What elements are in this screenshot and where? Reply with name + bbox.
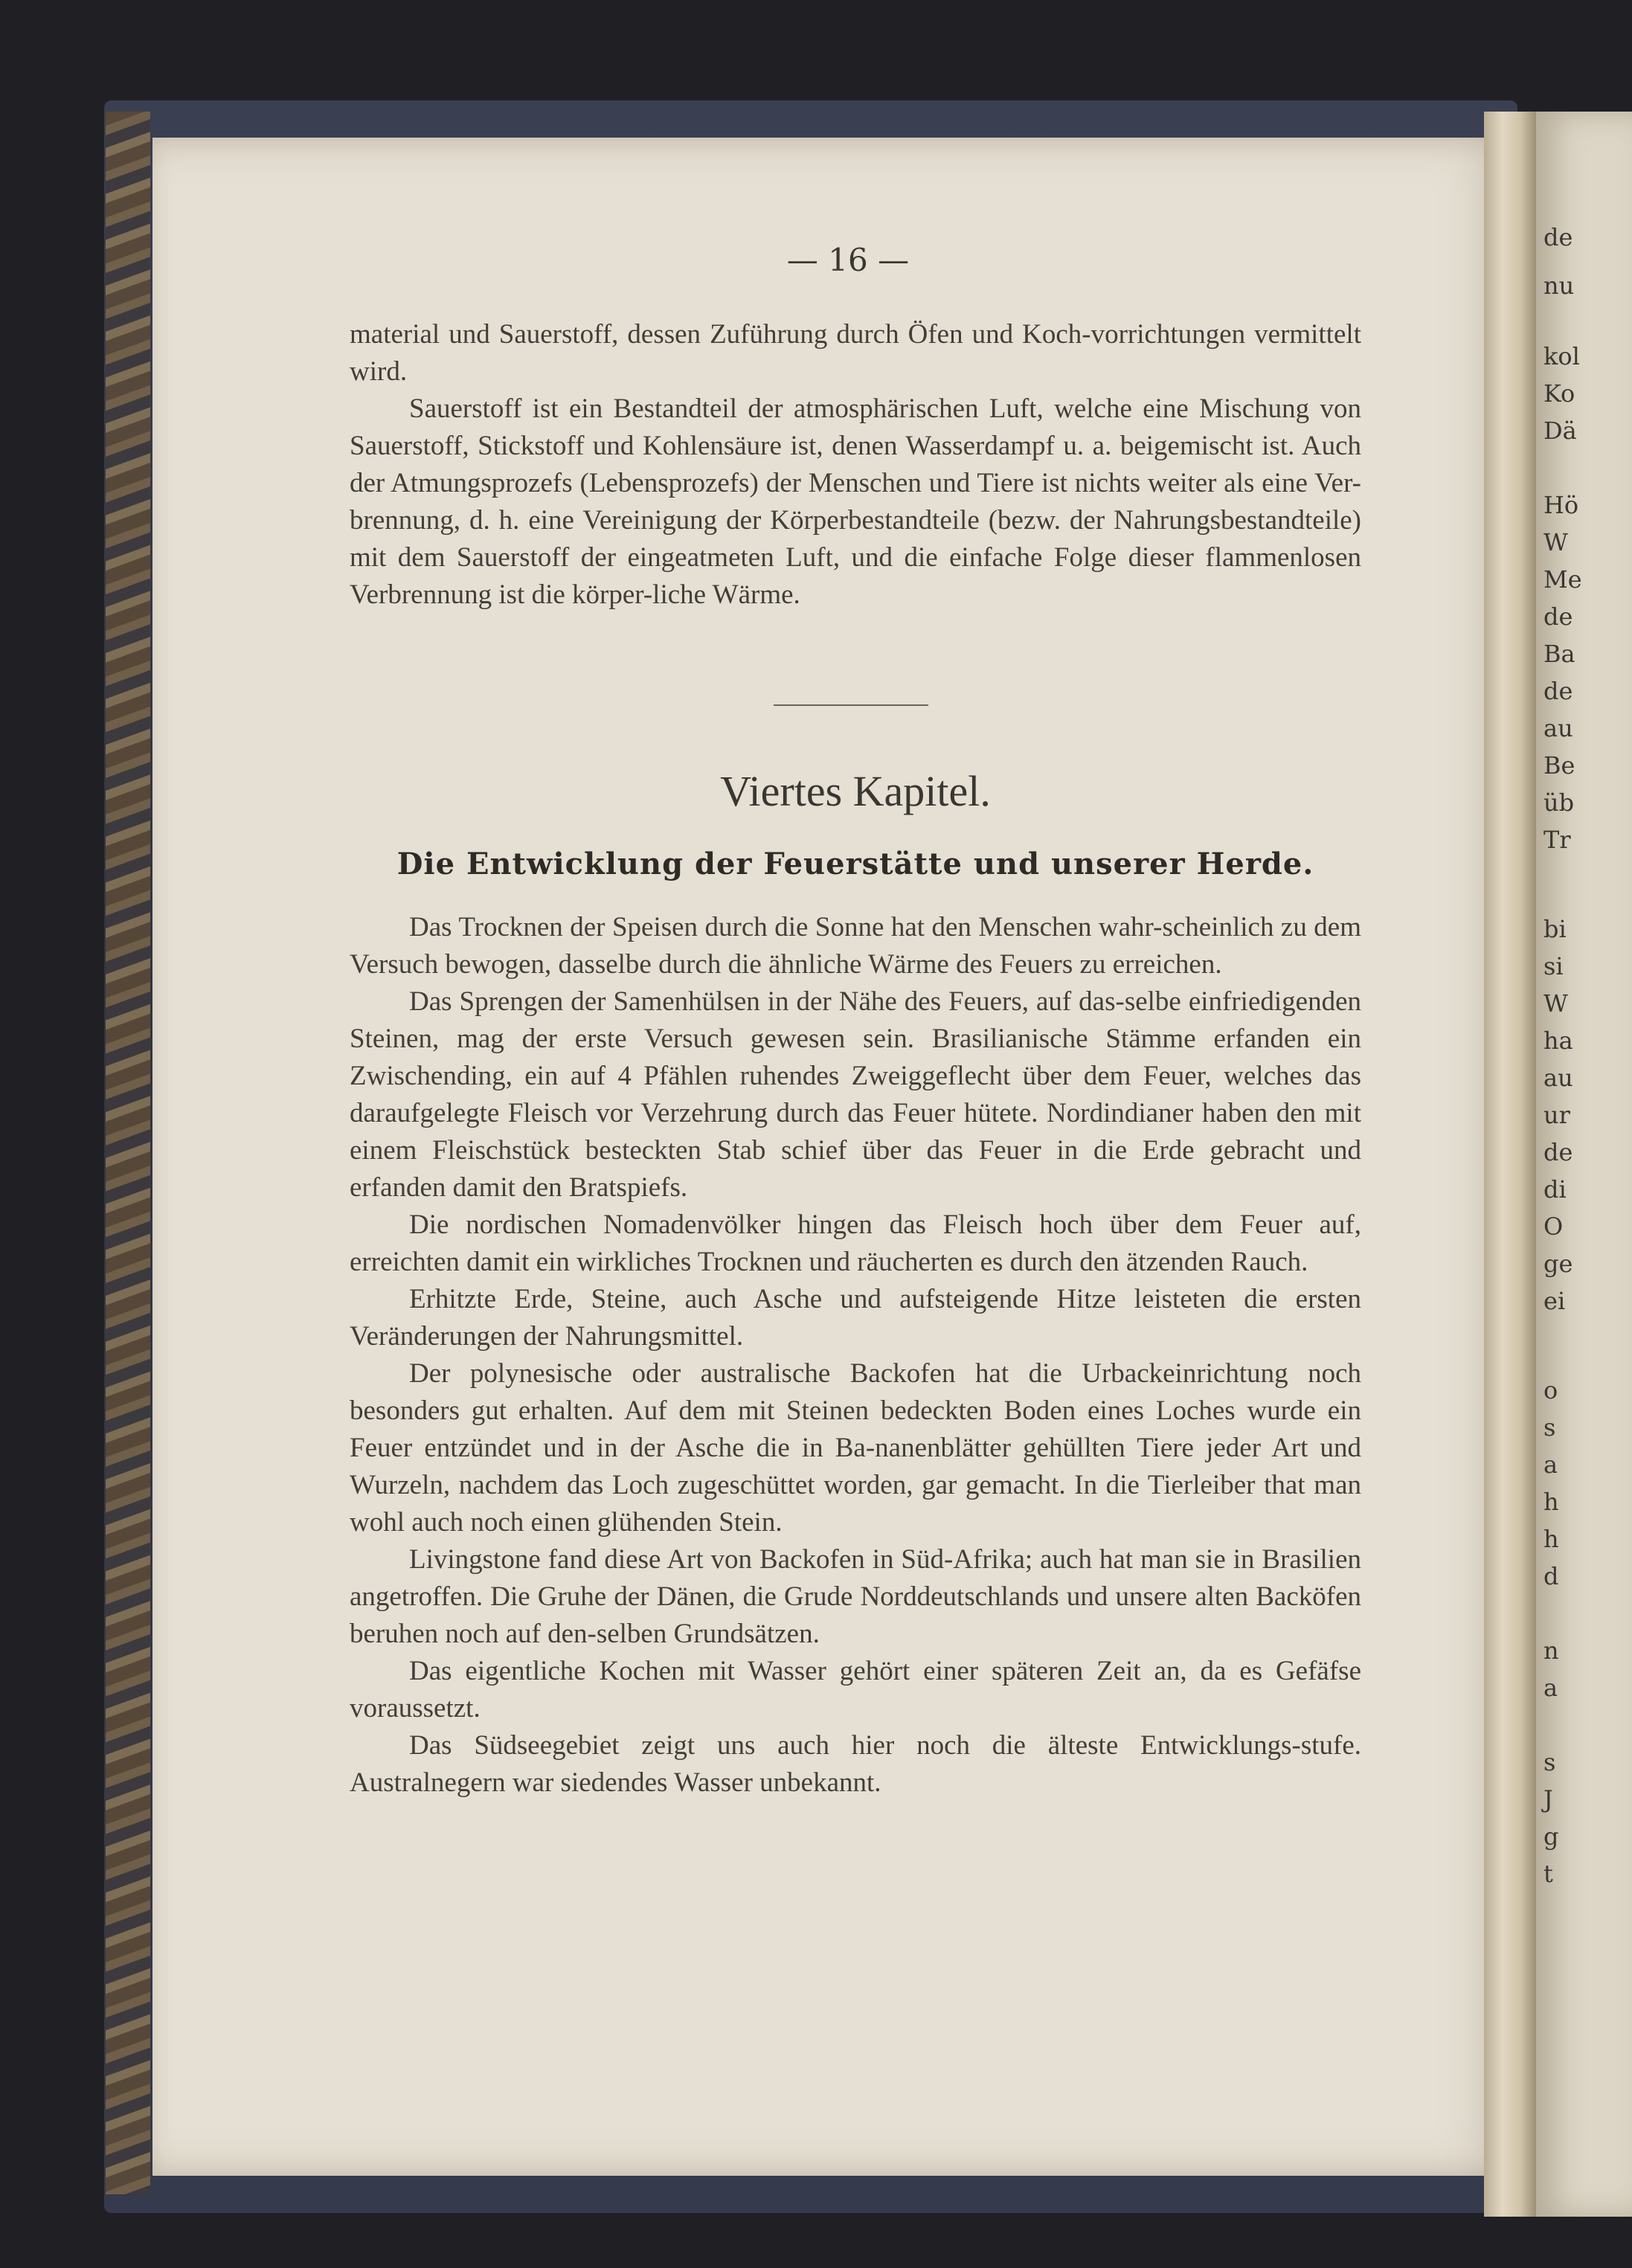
paragraph: Das Sprengen der Samenhülsen in der Nähe des Feuers, auf das-selbe einfriedigenden Steinen, mag der erste Versuch gewesen sein. Brasilianische Stämme erfanden ein Zwischending, ein auf 4 Pfählen ruhendes Zweiggeflecht über dem Feuer, welches das daraufgelegte Fleisch vor Verzehrung durch das Feuer hütete. Nordindianer haben den mit einem Fleischstück besteckten Stab schief über das Feuer in die Erde gebracht und erfanden damit den Bratspiefs. — [350, 986, 1361, 1203]
paragraph: Das Trocknen der Speisen durch die Sonne hat den Menschen wahr-scheinlich zu dem Versuch bewogen, dasselbe durch die ähnliche Wärme des Feuers zu erreichen. — [350, 912, 1361, 980]
adjacent-page-fragment: de — [1543, 677, 1573, 705]
adjacent-page-fragment: a — [1543, 1674, 1558, 1702]
adjacent-page-fragment: Tr — [1543, 826, 1571, 854]
paragraph: Die nordischen Nomadenvölker hingen das Fleisch hoch über dem Feuer auf, erreichten damit ein wirkliches Trocknen und räucherten es durch den ätzenden Rauch. — [350, 1210, 1361, 1277]
adjacent-page-fragment: bi — [1543, 915, 1567, 943]
paragraph: Der polynesische oder australische Backofen hat die Urbackeinrichtung noch besonders gut erhalten. Auf dem mit Steinen bedeckten Boden eines Loches wurde ein Feuer entzündet und in der Asche die in Ba-nanenblätter gehüllten Tiere jeder Art und Wurzeln, nachdem das Loch zugeschüttet worden, gar gemacht. In die Tierleiber that man wohl auch noch einen glühenden Stein. — [350, 1358, 1361, 1538]
paragraph: Das eigentliche Kochen mit Wasser gehört einer späteren Zeit an, da es Gefäfse voraussetzt. — [350, 1656, 1361, 1724]
adjacent-page-fragment: Me — [1543, 565, 1582, 594]
adjacent-page-fragment: Dä — [1543, 417, 1577, 445]
adjacent-page-fragment: W — [1543, 528, 1568, 556]
adjacent-page-fragment: kol — [1543, 342, 1580, 370]
paragraph: Sauerstoff ist ein Bestandteil der atmosphärischen Luft, welche eine Mischung von Sauerstoff, Stickstoff und Kohlensäure ist, denen Wasserdampf u. a. beigemischt ist. Auch der Atmungsprozefs (Lebensprozefs) der Menschen und Tiere ist nichts weiter als eine Ver-brennung, d. h. eine Vereinigung der Körperbestandteile (bezw. der Nahrungsbestandteile) mit dem Sauerstoff der eingeatmeten Luft, und die einfache Folge dieser flammenlosen Verbrennung ist die körper-liche Wärme. — [350, 393, 1361, 610]
adjacent-page-fragment: ge — [1543, 1250, 1573, 1278]
adjacent-page-fragment: de — [1543, 223, 1573, 251]
adjacent-page-fragment: h — [1543, 1488, 1559, 1516]
adjacent-page-fragment: Hö — [1543, 491, 1579, 519]
paragraph: Livingstone fand diese Art von Backofen in Süd-Afrika; auch hat man sie in Brasilien angetroffen. Die Gruhe der Dänen, die Grude Norddeutschlands und unsere alten Backöfen beruhen noch auf den-selben Grundsätzen. — [350, 1544, 1361, 1649]
adjacent-page-fragment: ei — [1543, 1287, 1566, 1315]
adjacent-page-fragment: a — [1543, 1451, 1558, 1479]
adjacent-page-fragment: o — [1543, 1376, 1558, 1404]
section-divider — [774, 704, 928, 706]
marbled-cover-edge — [106, 112, 150, 2194]
adjacent-page-fragment: de — [1543, 603, 1573, 631]
adjacent-page-fragment: t — [1543, 1860, 1553, 1888]
adjacent-page — [1536, 112, 1632, 2217]
adjacent-page-fragment: de — [1543, 1138, 1573, 1166]
chapter-body — [350, 909, 1361, 1802]
chapter-subtitle: Die Entwicklung der Feuerstätte und unserer Herde. — [396, 847, 1314, 881]
adjacent-page-fragment: si — [1543, 952, 1564, 980]
paragraph: Erhitzte Erde, Steine, auch Asche und aufsteigende Hitze leisteten die ersten Veränderungen der Nahrungsmittel. — [350, 1284, 1361, 1352]
adjacent-page-fragment: g — [1543, 1822, 1559, 1851]
adjacent-page-fragment: O — [1543, 1212, 1564, 1241]
adjacent-page-fragment: ur — [1543, 1101, 1570, 1129]
adjacent-page-fragment: nu — [1543, 272, 1575, 300]
adjacent-page-fragment: di — [1543, 1175, 1567, 1204]
chapter-title: Viertes Kapitel. — [720, 767, 991, 815]
adjacent-page-fragment: J — [1543, 1785, 1553, 1814]
adjacent-page-fragment: d — [1543, 1562, 1559, 1590]
paragraph: material und Sauerstoff, dessen Zuführung durch Öfen und Koch-vorrichtungen vermittelt wird. — [350, 319, 1361, 387]
book-gutter — [1484, 112, 1536, 2217]
adjacent-page-fragment: W — [1543, 989, 1568, 1018]
adjacent-page-fragment: s — [1543, 1748, 1556, 1776]
adjacent-page-fragment: au — [1543, 1064, 1573, 1092]
adjacent-page-fragment: Ko — [1543, 379, 1575, 408]
page-number-header: — 16 — — [786, 242, 910, 278]
adjacent-page-fragment: ha — [1543, 1027, 1573, 1055]
adjacent-page-fragment: Be — [1543, 751, 1575, 780]
continuation-text — [350, 316, 1361, 614]
paragraph: Das Südseegebiet zeigt uns auch hier noch die älteste Entwicklungs-stufe. Australnegern war siedendes Wasser unbekannt. — [350, 1730, 1361, 1798]
adjacent-page-fragment: au — [1543, 714, 1573, 742]
adjacent-page-fragment: s — [1543, 1413, 1556, 1442]
adjacent-page-fragment: n — [1543, 1636, 1559, 1665]
adjacent-page-fragment: Ba — [1543, 640, 1575, 668]
adjacent-page-fragment: üb — [1543, 788, 1575, 817]
adjacent-page-fragment: h — [1543, 1525, 1559, 1553]
